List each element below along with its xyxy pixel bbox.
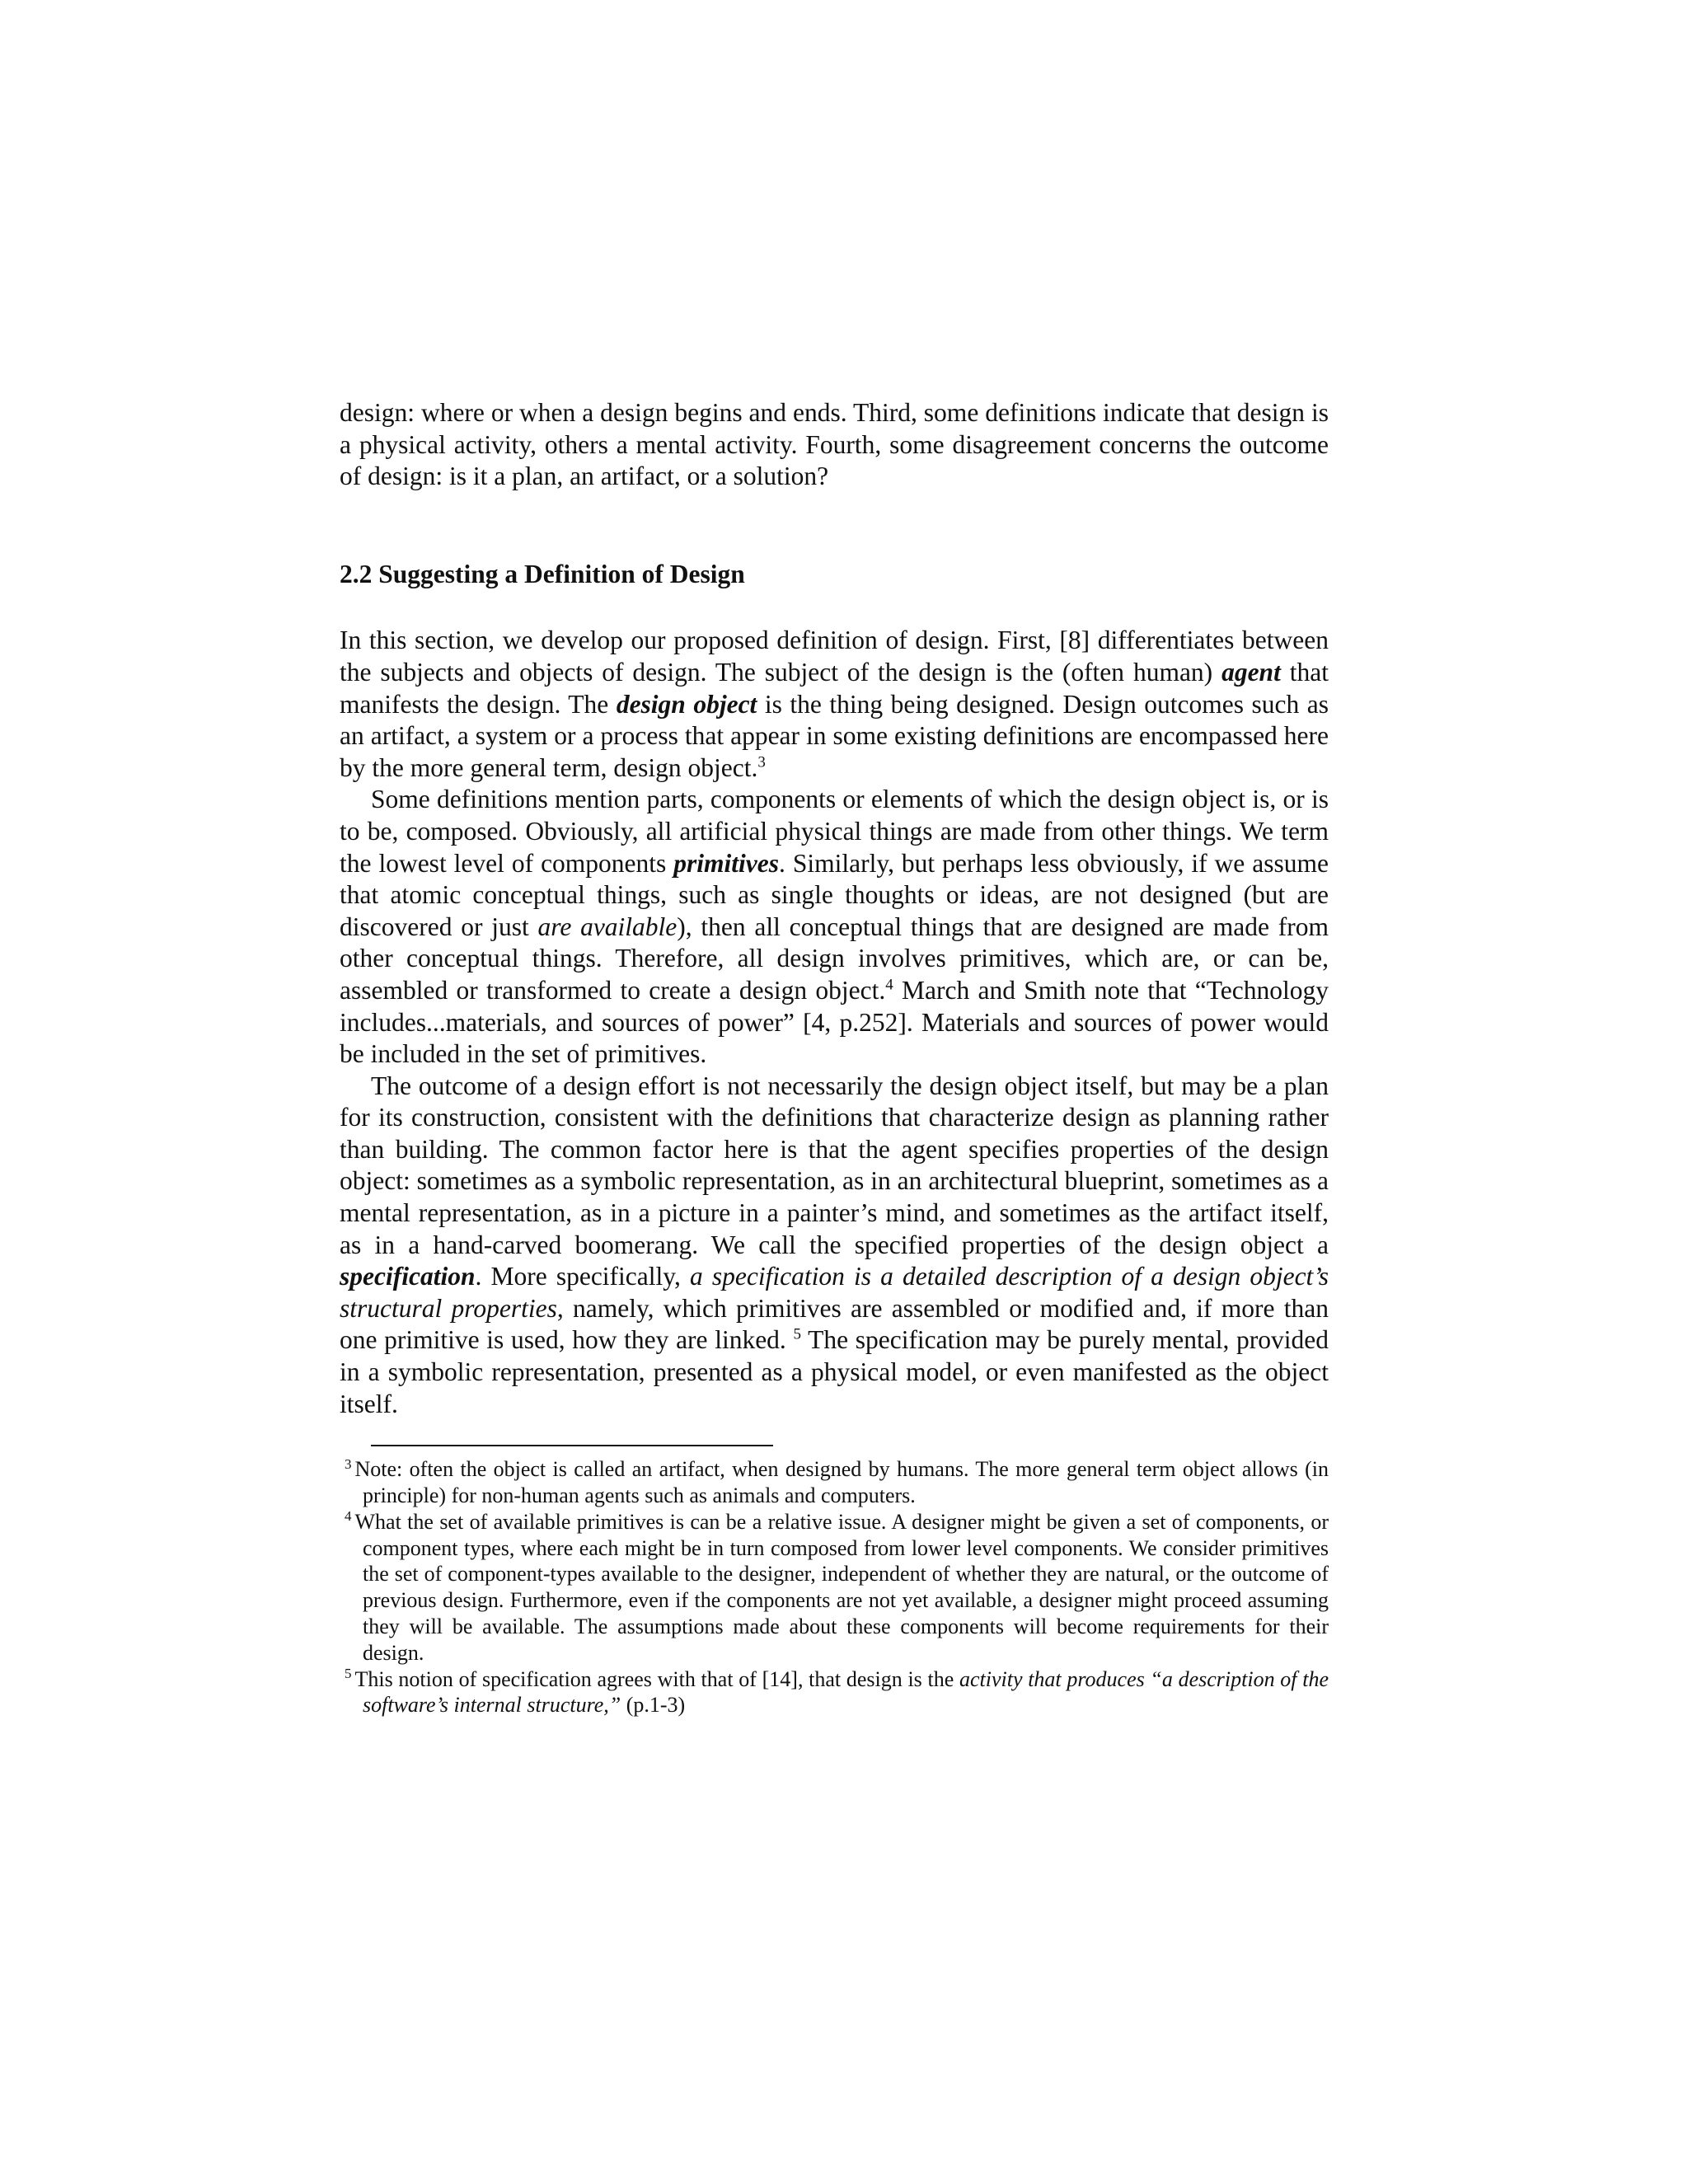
footnote-text: This notion of specification agrees with that of [14], that design is the [354, 1666, 959, 1691]
footnote-text: What the set of available primitives is can be a relative issue. A designer might be given a set of components, or component types, where each might be in turn composed from lower level components. We consider primitives the set of component-types available to the designer, independent of whether they are natural, or the outcome of previous design. Furthermore, even if the components are not yet available, a designer might proceed assuming they will be available. The assumptions made about these components will become requirements for their design. [354, 1509, 1329, 1665]
footnote-number: 5 [345, 1665, 352, 1681]
section-heading: 2.2 Suggesting a Definition of Design [340, 559, 745, 588]
footnote-reference-5[interactable]: 5 [793, 1325, 801, 1343]
footnote-3 [340, 1456, 1329, 1509]
paragraph-text: In this section, we develop our proposed definition of design. First, [8] differentiates between the subjects and objects of design. The subject of the design is the (often human) [340, 626, 1329, 687]
term-are-available: are available [537, 912, 678, 941]
footnote-4 [340, 1509, 1329, 1666]
body-paragraph-2 [340, 784, 1329, 1070]
footnotes [340, 1456, 1329, 1718]
term-specification: specification [340, 1262, 476, 1291]
footnote-text: (p.1-3) [621, 1693, 686, 1718]
paragraph-text: . Similarly, but perhaps less obviously, if we assume that atomic conceptual things, such as single thoughts or ideas, are not designed (but are discovered or just [340, 848, 1329, 941]
paragraph-text: is the thing being designed. Design outcomes such as an artifact, a system or a process that appear in some existing definitions are encompassed here by the more general term, design object. [340, 689, 1329, 782]
footnote-quote: activity that produces “a description of the software’s internal structure,” [363, 1666, 1329, 1718]
footnote-divider [371, 1445, 773, 1446]
intro-paragraph: design: where or when a design begins and ends. Third, some definitions indicate that design is a physical activity, others a mental activity. Fourth, some disagreement concerns the outcome of design: is it a plan, an artifact, or a solution? [340, 398, 1329, 491]
paragraph-text: . More specifically, [475, 1262, 690, 1291]
footnote-text: Note: often the object is called an artifact, when designed by humans. The more general term object allows (in principle) for non-human agents such as animals and computers. [354, 1457, 1329, 1508]
footnote-5 [340, 1666, 1329, 1719]
footnote-number: 4 [345, 1508, 352, 1525]
body-paragraph-3 [340, 1071, 1329, 1421]
term-agent: agent [1221, 657, 1281, 687]
specification-definition: a specification is a detailed description of a design object’s structural properties [340, 1262, 1329, 1323]
paragraph-text: March and Smith note that “Technology includes...materials, and sources of power” [4, p.252]. Materials and sources of power would be included in the set of primitives. [340, 975, 1329, 1069]
paragraph-text: ), then all conceptual things that are designed are made from other conceptual things. Therefore, all design involves primitives, which are, or can be, assembled or transformed to create a design object. [340, 912, 1329, 1005]
paragraph-text: The specification may be purely mental, provided in a symbolic representation, presented as a physical model, or even manifested as the object itself. [340, 1325, 1329, 1418]
footnote-reference-4[interactable]: 4 [885, 976, 893, 994]
paragraph-text: , namely, which primitives are assembled or modified and, if more than one primitive is used, how they are linked. [340, 1293, 1329, 1355]
body-paragraph-1 [340, 625, 1329, 784]
footnote-reference-3[interactable]: 3 [757, 753, 766, 771]
term-primitives: primitives [673, 848, 780, 878]
paragraph-text: Some definitions mention parts, components or elements of which the design object is, or is to be, composed. Obviously, all artificial physical things are made from other things. We term the lowest level of components [340, 785, 1329, 878]
paragraph-text: The outcome of a design effort is not necessarily the design object itself, but may be a plan for its construction, consistent with the definitions that characterize design as planning rather than building. The common factor here is that the agent specifies properties of the design object: sometimes as a symbolic representation, as in an architectural blueprint, sometimes as a mental representation, as in a picture in a painter’s mind, and sometimes as the artifact itself, as in a hand-carved boomerang. We call the specified properties of the design object a [340, 1071, 1329, 1259]
page-content [340, 397, 1329, 1718]
term-design-object: design object [616, 689, 757, 719]
paragraph-text: that manifests the design. The [340, 657, 1329, 719]
footnote-number: 3 [345, 1455, 352, 1472]
